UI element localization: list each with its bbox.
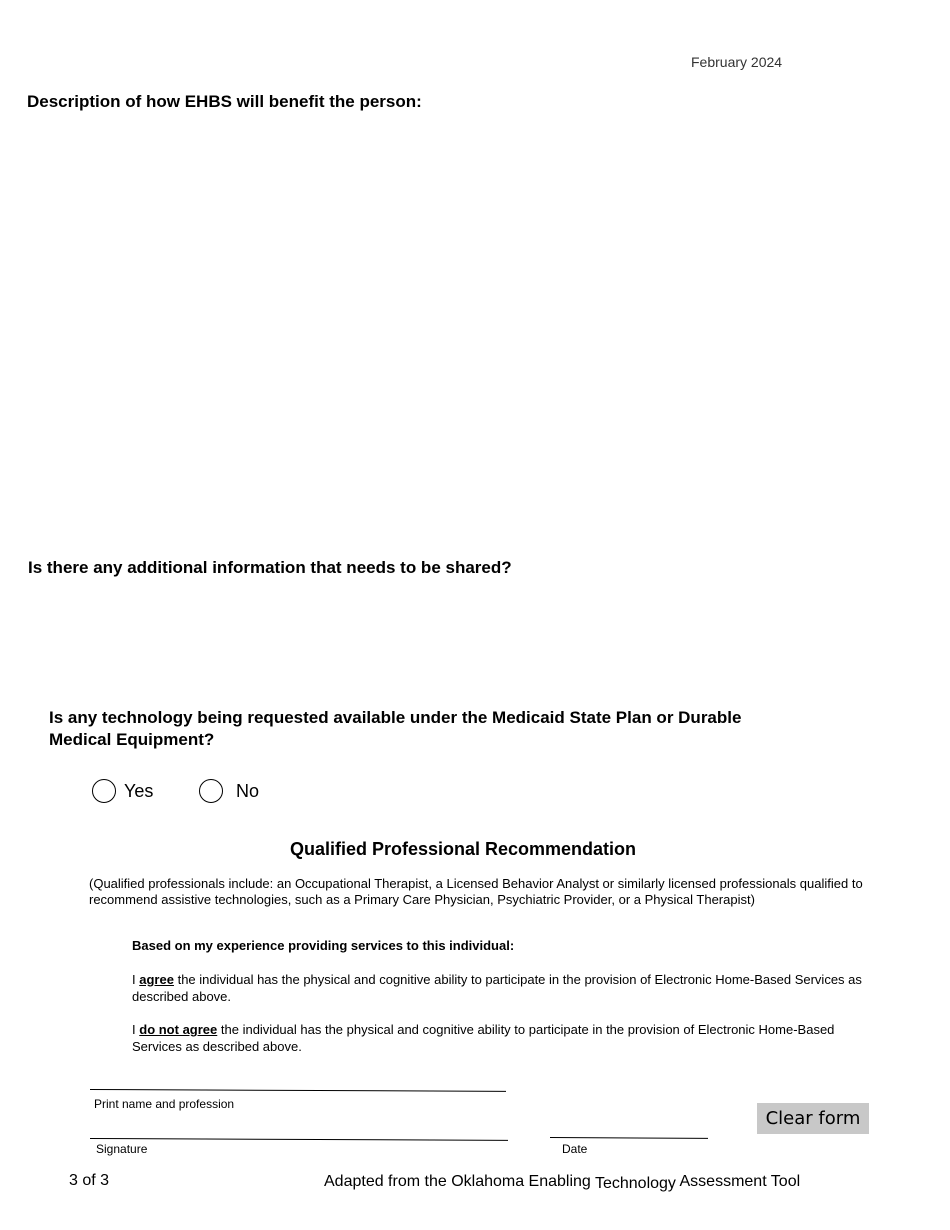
yes-label: Yes	[124, 780, 154, 801]
agree-statement	[132, 971, 862, 1005]
additional-info-heading: Is there any additional information that needs to be shared?	[28, 558, 512, 577]
agree-rest: the individual has the physical and cognitive ability to participate in the provision of Electronic Home-Based Services as described above.	[132, 972, 862, 1004]
agree-word: agree	[139, 972, 174, 987]
disagree-word: do not agree	[139, 1022, 218, 1037]
disagree-statement	[132, 1021, 862, 1055]
description-heading: Description of how EHBS will benefit the person:	[27, 92, 422, 111]
signature-line[interactable]	[90, 1138, 508, 1141]
page-number: 3 of 3	[69, 1172, 110, 1189]
signature-label: Signature	[96, 1142, 148, 1156]
footer-part-2: Technology	[594, 1175, 676, 1192]
print-name-label: Print name and profession	[94, 1097, 235, 1111]
no-radio[interactable]	[199, 779, 223, 803]
disagree-rest: the individual has the physical and cognitive ability to participate in the provision of Electronic Home-Based Services as described above.	[132, 1022, 835, 1054]
date-line[interactable]	[550, 1137, 708, 1139]
document-date: February 2024	[691, 54, 783, 70]
footer-part-3: Assessment Tool	[679, 1173, 801, 1190]
yes-option[interactable]	[92, 779, 153, 803]
date-label: Date	[562, 1142, 588, 1156]
yes-radio[interactable]	[92, 779, 116, 803]
footer-part-1: Adapted from the Oklahoma Enabling	[324, 1173, 591, 1190]
no-label: No	[236, 780, 260, 801]
disagree-prefix: I	[132, 1022, 136, 1037]
based-on-statement: Based on my experience providing services to this individual:	[132, 938, 515, 953]
no-option[interactable]	[199, 779, 259, 803]
qualified-professionals-note: (Qualified professionals include: an Occupational Therapist, a Licensed Behavior Analyst or similarly licensed professionals qualified to recommend assistive technologies, such as a Primary Care Physician, Psychiatric Provider, or a Physical Therapist)	[89, 876, 863, 907]
clear-form-button[interactable]: Clear form	[757, 1103, 869, 1134]
footer-attribution	[324, 1173, 800, 1191]
print-name-line[interactable]	[90, 1089, 506, 1092]
recommendation-title: Qualified Professional Recommendation	[289, 839, 637, 859]
agree-prefix: I	[132, 972, 136, 987]
technology-question: Is any technology being requested available under the Medicaid State Plan or Durable Medical Equipment?	[49, 708, 742, 749]
